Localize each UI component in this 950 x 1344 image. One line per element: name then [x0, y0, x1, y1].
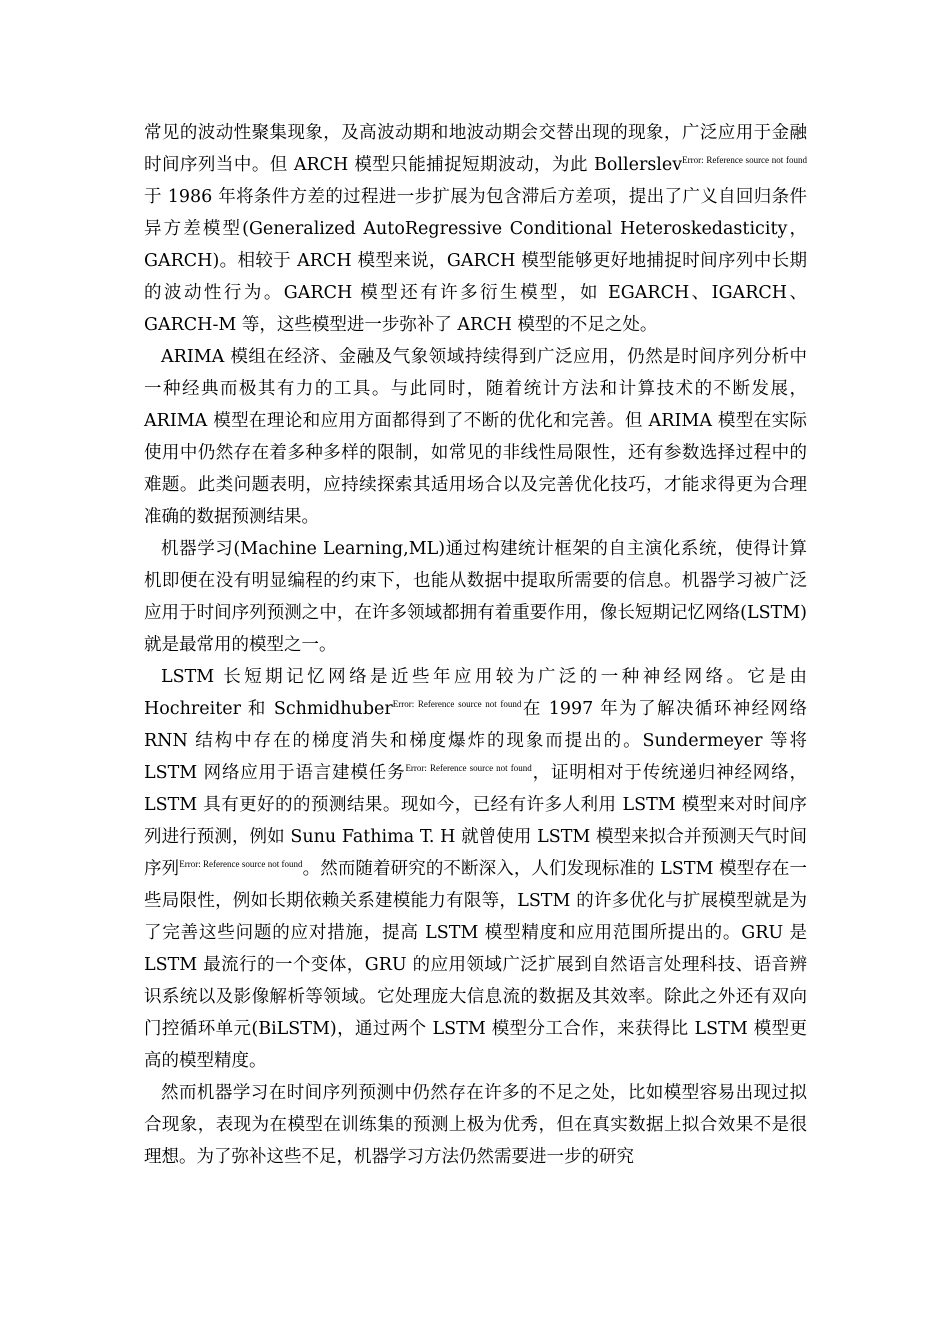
paragraph-machine-learning [144, 533, 807, 661]
reference-error-marker: Error: Reference source not found [405, 763, 532, 774]
paragraph-text: ，证明相对于传统递归神经网络，LSTM 具有更好的的预测结果。现如今，已经有许多人利用 LSTM 模型来对时间序列进行预测，例如 Sunu Fathima T. H 就曾使用 LSTM 模型来拟合并预测天气时间序列 [144, 763, 807, 879]
reference-error-marker: Error: Reference source not found [392, 699, 522, 710]
paragraph-text: ARIMA 模组在经济、金融及气象领域持续得到广泛应用，仍然是时间序列分析中一种经典而极其有力的工具。与此同时，随着统计方法和计算技术的不断发展，ARIMA 模型在理论和应用方面都得到了不断的优化和完善。但 ARIMA 模型在实际使用中仍然存在着多种多样的限制，如常见的非线性局限性，还有参数选择过程中的难题。此类问题表明，应持续探索其适用场合以及完善优化技巧，才能求得更为合理准确的数据预测结果。 [144, 347, 807, 527]
paragraph-text: 常见的波动性聚集现象，及高波动期和地波动期会交替出现的现象，广泛应用于金融时间序列当中。但 ARCH 模型只能捕捉短期波动，为此 Bollerslev [144, 123, 807, 175]
paragraph-limitations [144, 1077, 807, 1173]
paragraph-text: LSTM 长短期记忆网络是近些年应用较为广泛的一种神经网络。它是由 Hochreiter 和 Schmidhuber [144, 667, 807, 719]
paragraph-text: 然而机器学习在时间序列预测中仍然存在许多的不足之处，比如模型容易出现过拟合现象，表现为在模型在训练集的预测上极为优秀，但在真实数据上拟合效果不是很理想。为了弥补这些不足，机器学习方法仍然需要进一步的研究 [144, 1083, 807, 1167]
paragraph-garch [144, 117, 807, 341]
paragraph-text: 于 1986 年将条件方差的过程进一步扩展为包含滞后方差项，提出了广义自回归条件异方差模型(Generalized AutoRegressive Conditional Heteroskedasticity，GARCH)。相较于 ARCH 模型来说，GARCH 模型能够更好地捕捉时间序列中长期的波动性行为。GARCH 模型还有许多衍生模型，如 EGARCH、IGARCH、GARCH-M 等，这些模型进一步弥补了 ARCH 模型的不足之处。 [144, 187, 807, 335]
paragraph-text: 。然而随着研究的不断深入，人们发现标准的 LSTM 模型存在一些局限性，例如长期依赖关系建模能力有限等，LSTM 的许多优化与扩展模型就是为了完善这些问题的应对措施，提高 LSTM 模型精度和应用范围所提出的。GRU 是 LSTM 最流行的一个变体，GRU 的应用领域广泛扩展到自然语言处理科技、语音辨识系统以及影像解析等领域。它处理庞大信息流的数据及其效率。除此之外还有双向门控循环单元(BiLSTM)，通过两个 LSTM 模型分工合作，来获得比 LSTM 模型更高的模型精度。 [144, 859, 808, 1071]
paragraph-arima [144, 341, 807, 533]
document-body [144, 117, 807, 1173]
paragraph-text: 机器学习(Machine Learning,ML)通过构建统计框架的自主演化系统，使得计算机即便在没有明显编程的约束下，也能从数据中提取所需要的信息。机器学习被广泛应用于时间序列预测之中，在许多领域都拥有着重要作用，像长短期记忆网络(LSTM)就是最常用的模型之一。 [144, 539, 807, 655]
paragraph-lstm [144, 661, 807, 1077]
reference-error-marker: Error: Reference source not found [682, 155, 807, 166]
reference-error-marker: Error: Reference source not found [179, 859, 303, 870]
paragraph-text: 在 1997 年为了解决循环神经网络 RNN 结构中存在的梯度消失和梯度爆炸的现象而提出的。Sundermeyer 等将 LSTM 网络应用于语言建模任务 [144, 699, 807, 783]
